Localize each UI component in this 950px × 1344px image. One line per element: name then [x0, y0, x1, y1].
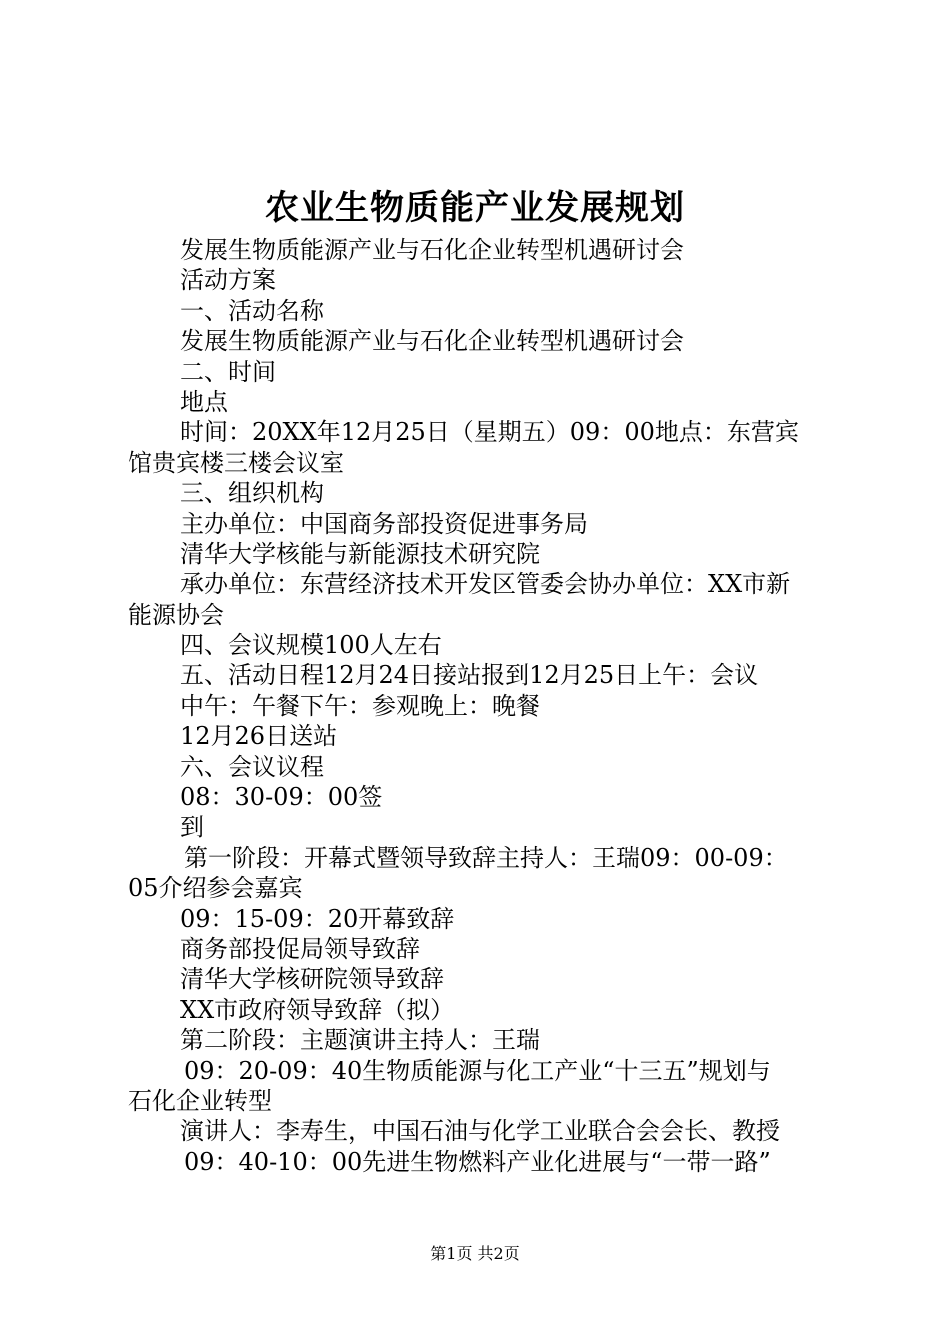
text-line: 09：20-09：40生物质能源与化工产业“十三五”规划与: [184, 1056, 771, 1085]
text-line: 第一阶段：开幕式暨领导致辞主持人：王瑞09：00-09：: [184, 843, 788, 872]
text-line: 主办单位：中国商务部投资促进事务局: [180, 509, 588, 538]
text-line: 08：30-09：00签: [180, 783, 383, 812]
text-line: 二、时间: [180, 357, 276, 386]
text-line: 一、活动名称: [180, 296, 324, 325]
text-line: 09：40-10：00先进生物燃料产业化进展与“一带一路”: [184, 1147, 771, 1176]
text-line: 地点: [180, 387, 228, 416]
text-line: 四、会议规模100人左右: [180, 631, 442, 660]
text-line: 馆贵宾楼三楼会议室: [128, 448, 344, 477]
text-line: 09：15-09：20开幕致辞: [180, 904, 455, 933]
text-line: 商务部投促局领导致辞: [180, 934, 420, 963]
text-line: XX市政府领导致辞（拟）: [180, 995, 455, 1024]
text-line: 三、组织机构: [180, 479, 324, 508]
document-title: 农业生物质能产业发展规划: [265, 188, 685, 228]
document-body: [128, 235, 834, 1177]
text-line: 承办单位：东营经济技术开发区管委会协办单位：XX市新: [180, 570, 791, 599]
text-line: 演讲人：李寿生，中国石油与化学工业联合会会长、教授: [180, 1117, 780, 1146]
text-line: 第二阶段：主题演讲主持人：王瑞: [180, 1026, 540, 1055]
text-line: 05介绍参会嘉宾: [128, 874, 303, 903]
text-line: 时间：20XX年12月25日（星期五）09：00地点：东营宾: [180, 418, 799, 447]
text-line: 发展生物质能源产业与石化企业转型机遇研讨会: [180, 327, 684, 356]
text-line: 六、会议议程: [180, 752, 324, 781]
text-line: 中午：午餐下午：参观晚上：晚餐: [180, 691, 540, 720]
text-line: 清华大学核能与新能源技术研究院: [180, 539, 540, 568]
page-footer: 第1页 共2页: [430, 1244, 520, 1263]
text-line: 能源协会: [128, 600, 224, 629]
text-line: 活动方案: [180, 266, 276, 295]
text-line: 清华大学核研院领导致辞: [180, 965, 444, 994]
text-line: 石化企业转型: [128, 1086, 272, 1115]
text-line: 五、活动日程12月24日接站报到12月25日上午：会议: [180, 661, 759, 690]
text-line: 到: [180, 813, 204, 842]
text-line: 12月26日送站: [180, 722, 338, 751]
text-line: 发展生物质能源产业与石化企业转型机遇研讨会: [180, 236, 684, 264]
